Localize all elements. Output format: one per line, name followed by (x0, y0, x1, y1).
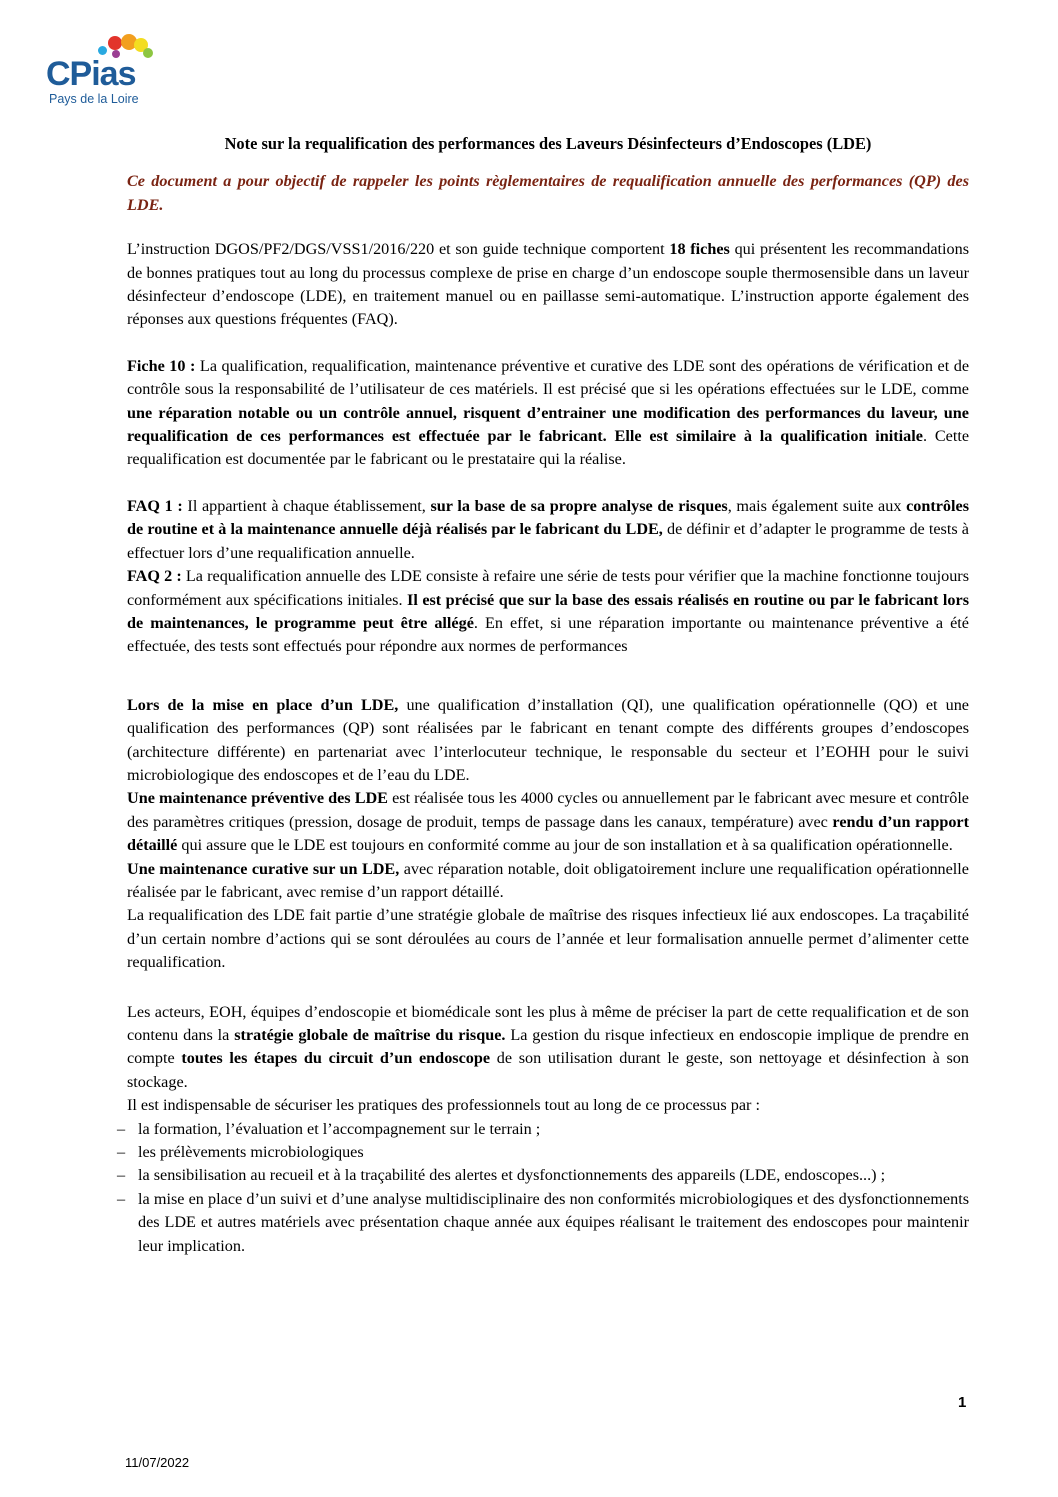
bullet-dash: – (117, 1143, 126, 1162)
bullet-list (117, 1118, 969, 1258)
cpias-logo (46, 34, 156, 106)
paragraph-maintenance-preventive: Une maintenance préventive des LDE est réalisée tous les 4000 cycles ou annuellement par le fabricant avec mesure et contrôle des paramètres critiques (pression, dosage de produit, temps de passage dans les canaux, température) avec rendu d’un rapport détaillé qui assure que le LDE est toujours en conformité comme au jour de son installation et à sa qualification opérationnelle. (127, 789, 969, 855)
paragraph-mise-en-place: Lors de la mise en place d’un LDE, une qualification d’installation (QI), une qualification opérationnelle (QO) et une qualification des performances (QP) sont réalisées par le fabricant en tenant compte des différents groupes d’endoscopes (architecture différente) en partenariat avec l’interlocuteur technique, le responsable du secteur et l’EOHH pour le suivi microbiologique des endoscopes et de l’eau du LDE. (127, 695, 969, 784)
paragraph-acteurs: Les acteurs, EOH, équipes d’endoscopie et biomédicale sont les plus à même de préciser la part de cette requalification et de son contenu dans la stratégie globale de maîtrise du risque. La gestion du risque infectieux en endoscopie implique de prendre en compte toutes les étapes du circuit d’un endoscope de son utilisation durant le geste, son nettoyage et désinfection à son stockage. (127, 1002, 969, 1091)
intro-statement: Ce document a pour objectif de rappeler les points règlementaires de requalification annuelle des performances (QP) des LDE. (127, 172, 969, 214)
paragraph-faq-1: FAQ 1 : Il appartient à chaque établissement, sur la base de sa propre analyse de risques, mais également suite aux contrôles de routine et à la maintenance annuelle déjà réalisés par le fabricant du LDE, de définir et d’adapter le programme de tests à effectuer lors d’une requalification annuelle. (127, 496, 970, 562)
paragraph-fiche-10: Fiche 10 : La qualification, requalification, maintenance préventive et curative des LDE sont des opérations de vérification et de contrôle sous la responsabilité de l’utilisateur de ces matériels. Il est précisé que si les opérations effectuées sur le LDE, comme une réparation notable ou un contrôle annuel, risquent d’entrainer une modification des performances du laveur, une requalification de ces performances est effectuée par le fabricant. Elle est similaire à la qualification initiale. Cette requalification est documentée par le fabricant ou le prestataire qui la réalise. (127, 356, 970, 469)
paragraph-maintenance-curative: Une maintenance curative sur un LDE, avec réparation notable, doit obligatoirement inclure une requalification opérationnelle réalisée par le fabricant, avec remise d’un rapport détaillé. (127, 859, 969, 901)
bullet-dash: – (117, 1119, 126, 1138)
paragraph-strategie: La requalification des LDE fait partie d’une stratégie globale de maîtrise des risques infectieux lié aux endoscopes. La traçabilité d’un certain nombre d’actions qui se sont déroulées au cours de l’année et leur formalisation annuelle permet d’alimenter cette requalification. (127, 906, 969, 972)
page-number: 1 (958, 1394, 967, 1411)
bullet-dash: – (117, 1166, 126, 1185)
list-item: – la mise en place d’un suivi et d’une analyse multidisciplinaire des non conformités microbiologiques et des dysfonctionnements des LDE et autres matériels avec présentation chaque année aux équipes réalisant le traitement des endoscopes pour maintenir leur implication. (117, 1189, 969, 1255)
logo-wordmark: CPias (46, 55, 136, 93)
footer-date: 11/07/2022 (125, 1455, 190, 1470)
bullet-dash: – (117, 1189, 126, 1208)
list-item: – les prélèvements microbiologiques (127, 1141, 969, 1164)
logo-dot-blue (98, 46, 107, 55)
paragraph-faq-2: FAQ 2 : La requalification annuelle des LDE consiste à refaire une série de tests pour vérifier que la machine fonctionne toujours conformément aux spécifications initiales. Il est précisé que sur la base des essais réalisés en routine ou par le fabricant lors de maintenances, le programme peut être allégé. En effet, si une réparation importante ou maintenance préventive a été effectuée, des tests sont effectués pour répondre aux normes de performances (127, 567, 969, 656)
paragraph-instruction: L’instruction DGOS/PF2/DGS/VSS1/2016/220 et son guide technique comportent 18 fiches qui présentent les recommandations de bonnes pratiques tout au long du processus complexe de prise en charge d’un endoscope souple thermosensible dans un laveur désinfecteur d’endoscope (LDE), en traitement manuel ou en paillasse semi-automatique. L’instruction apporte également des réponses aux questions fréquentes (FAQ). (127, 240, 970, 329)
list-item: – la sensibilisation au recueil et à la traçabilité des alertes et dysfonctionnements des appareils (LDE, endoscopes...) ; (127, 1164, 969, 1187)
logo-dot-red (108, 36, 122, 50)
logo-region: Pays de la Loire (49, 92, 139, 106)
document-body (117, 132, 970, 1258)
logo-dot-green (143, 48, 153, 58)
faq-2-label: FAQ 2 : (127, 567, 182, 586)
paragraph-indispensable: Il est indispensable de sécuriser les pratiques des professionnels tout au long de ce processus par : (127, 1096, 760, 1115)
document-title: Note sur la requalification des performances des Laveurs Désinfecteurs d’Endoscopes (LDE) (224, 134, 872, 153)
fiche-10-label: Fiche 10 : (127, 356, 196, 375)
faq-1-label: FAQ 1 : (127, 496, 183, 515)
list-item: – la formation, l’évaluation et l’accompagnement sur le terrain ; (127, 1118, 969, 1141)
